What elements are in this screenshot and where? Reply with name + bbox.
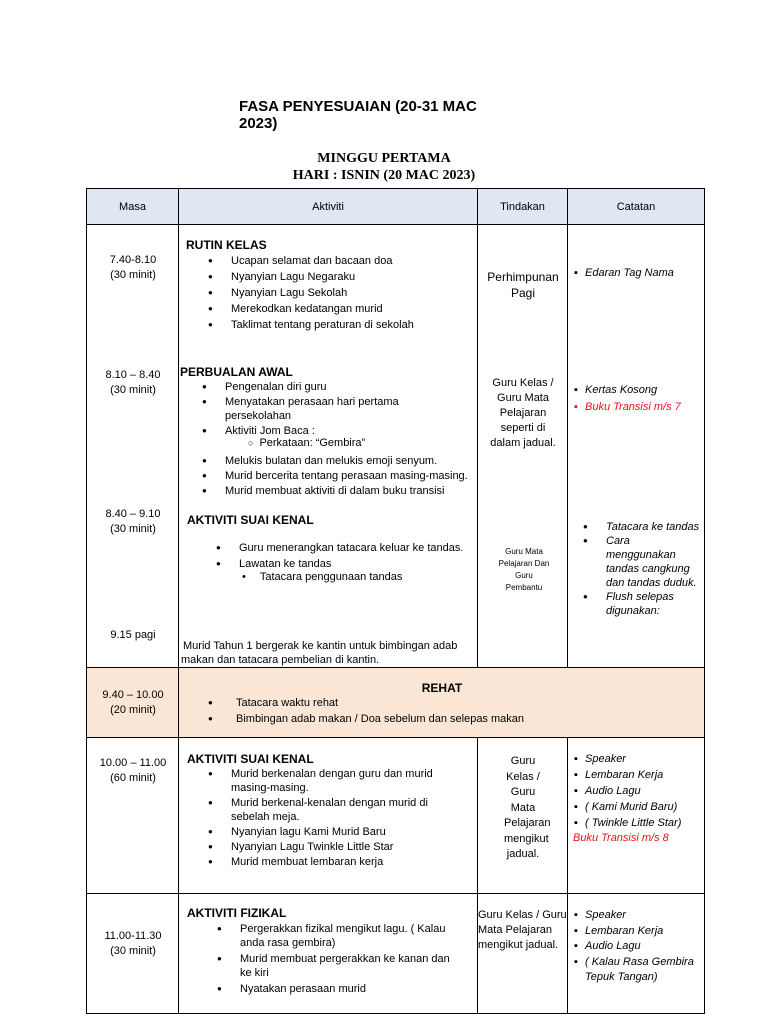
row3-time-range: 10.00 – 11.00 [99, 757, 167, 769]
rehat-time [87, 688, 179, 718]
row3-tindakan-cell [478, 738, 568, 894]
rehat-list [179, 696, 699, 728]
section-aktiviti-suai-kenal-2: AKTIVITI SUAI KENAL [187, 752, 314, 766]
header-tindakan: Tindakan [478, 189, 568, 225]
list-item: ● Murid membuat pergerakkan ke kanan dan ke kiri [188, 952, 450, 980]
time-2-range: 8.10 – 8.40 [105, 369, 161, 381]
time-1-duration: (30 minit) [110, 269, 156, 281]
week-heading: MINGGU PERTAMA [317, 151, 451, 166]
row3-time-duration: (60 minit) [110, 772, 156, 784]
perbualan-awal-list-b [173, 454, 473, 499]
list-item: ● Merekodkan kedatangan murid [179, 302, 474, 316]
time-3-range: 8.40 – 9.10 [105, 508, 161, 520]
row3-aktiviti-cell [179, 738, 478, 894]
row4-catatan-list [574, 908, 702, 985]
section-perbualan-awal: PERBUALAN AWAL [180, 365, 293, 379]
list-item: ▪ Kertas Kosong [574, 383, 702, 398]
row3-catatan-list [574, 752, 702, 831]
rutin-kelas-list [179, 254, 474, 334]
list-item: ● Pengenalan diri guru [173, 380, 413, 394]
list-item: ● Bimbingan adab makan / Doa sebelum dan selepas makan [179, 712, 699, 726]
rehat-title: REHAT [421, 681, 463, 695]
list-item: ● Murid bercerita tentang perasaan masing-masing. [173, 469, 473, 483]
header-catatan: Catatan [568, 189, 705, 225]
list-item: ▪ Speaker [574, 752, 702, 767]
catatan-list-2 [574, 383, 702, 415]
list-item: ● Flush selepas digunakan: [554, 590, 702, 618]
list-item: ● Tatacara ke tandas [554, 520, 702, 534]
time-slot-1 [87, 253, 179, 283]
section-aktiviti-suai-kenal: AKTIVITI SUAI KENAL [187, 513, 314, 527]
suai-kenal-list [187, 541, 472, 573]
row4-catatan-cell [568, 894, 705, 1014]
list-item: ● Nyanyian Lagu Sekolah [179, 286, 474, 300]
fizikal-row [87, 894, 705, 1014]
header-row [87, 189, 705, 225]
title-line-1: FASA PENYESUAIAN (20-31 MAC [239, 98, 477, 115]
perbualan-awal-list [173, 380, 413, 439]
section-aktiviti-fizikal: AKTIVITI FIZIKAL [187, 906, 287, 920]
rehat-content-cell [179, 668, 705, 738]
list-item: ▪ Audio Lagu [574, 939, 702, 954]
time-slot-4: 9.15 pagi [110, 629, 156, 641]
list-item: ● Aktiviti Jom Baca : [173, 424, 413, 438]
dot-bullet-icon: • [242, 571, 246, 583]
list-item: ● Menyatakan perasaan hari pertama persekolahan [173, 395, 413, 423]
row4-aktiviti-cell [179, 894, 478, 1014]
list-item: ● Melukis bulatan dan melukis emoji senyum. [173, 454, 473, 468]
sub-item-text: Tatacara penggunaan tandas [259, 571, 403, 583]
row3-catatan-cell [568, 738, 705, 894]
row4-time-duration: (30 minit) [110, 945, 156, 957]
row3-list [179, 767, 469, 870]
row4-tindakan-cell [478, 894, 568, 1014]
list-item: ▪ ( Twinkle Little Star) [574, 816, 702, 831]
catatan-list-3 [554, 520, 702, 618]
morning-aktiviti-cell [179, 225, 478, 668]
list-item: ● Murid membuat lembaran kerja [179, 855, 469, 869]
list-item: ● Taklimat tentang peraturan di sekolah [179, 318, 474, 332]
list-item: ● Nyanyian Lagu Negaraku [179, 270, 474, 284]
title-line-2: 2023) [239, 115, 278, 132]
row3-catatan-red: Buku Transisi m/s 8 [573, 832, 669, 844]
list-item: ● Guru menerangkan tatacara keluar ke tandas. [187, 541, 472, 555]
rehat-time-range: 9.40 – 10.00 [102, 689, 164, 701]
rehat-row [87, 668, 705, 738]
list-item: ▪ Lembaran Kerja [574, 768, 702, 783]
row3-tindakan: Guru Kelas / Guru Mata Pelajaran mengikut jadual. [504, 755, 551, 860]
sub-item-tatacara [242, 571, 402, 583]
list-item: ● Murid berkenal-kenalan dengan murid di sebelah meja. [179, 796, 469, 824]
suai-kenal-row [87, 738, 705, 894]
time-1-range: 7.40-8.10 [109, 254, 157, 266]
day-heading: HARI : ISNIN (20 MAC 2023) [292, 168, 476, 183]
time-3-duration: (30 minit) [110, 523, 156, 535]
header-masa: Masa [87, 189, 179, 225]
sub-item-text: Perkataan: “Gembira” [259, 437, 366, 449]
list-item: ▪ ( Kami Murid Baru) [574, 800, 702, 815]
catatan-list-1 [574, 266, 702, 281]
list-item-red: ▪ Buku Transisi m/s 7 [574, 400, 702, 415]
kantin-line-2: makan dan tatacara pembelian di kantin. [181, 654, 380, 666]
morning-row [87, 225, 705, 668]
list-item: ● Nyanyian lagu Kami Murid Baru [179, 825, 469, 839]
list-item: ▪ Audio Lagu [574, 784, 702, 799]
tindakan-guru-pembantu: Guru Mata Pelajaran Dan Guru Pembantu [498, 547, 550, 592]
header-aktiviti: Aktiviti [179, 189, 478, 225]
list-item: ▪ Edaran Tag Nama [574, 266, 702, 281]
morning-catatan-cell [568, 225, 705, 668]
schedule-table [86, 188, 705, 1014]
list-item: ● Murid membuat aktiviti di dalam buku transisi [173, 484, 473, 498]
tindakan-perhimpunan: Perhimpunan Pagi [487, 270, 559, 300]
section-rutin-kelas: RUTIN KELAS [186, 238, 267, 252]
kantin-line-1: Murid Tahun 1 bergerak ke kantin untuk bimbingan adab [183, 640, 458, 652]
time-slot-2 [87, 368, 179, 398]
list-item: ● Lawatan ke tandas [187, 557, 472, 571]
tindakan-guru-kelas: Guru Kelas / Guru Mata Pelajaran seperti di dalam jadual. [490, 377, 556, 449]
list-item: ● Tatacara waktu rehat [179, 696, 699, 710]
time-slot-3 [87, 507, 179, 537]
row4-time-range: 11.00-11.30 [104, 930, 162, 942]
list-item: ● Pergerakkan fizikal mengikut lagu. ( Kalau anda rasa gembira) [188, 922, 450, 950]
circle-bullet-icon: ○ [248, 438, 254, 448]
row3-time [87, 756, 179, 786]
sub-item-perkataan [248, 437, 365, 449]
morning-masa-cell [87, 225, 179, 668]
row3-masa-cell [87, 738, 179, 894]
list-item: ● Ucapan selamat dan bacaan doa [179, 254, 474, 268]
time-2-duration: (30 minit) [110, 384, 156, 396]
row4-tindakan: Guru Kelas / Guru Mata Pelajaran mengikut jadual. [478, 909, 567, 951]
rehat-time-duration: (20 minit) [110, 704, 156, 716]
kantin-note [181, 639, 477, 667]
list-item: ▪ ( Kalau Rasa Gembira Tepuk Tangan) [574, 955, 702, 985]
list-item: ● Nyatakan perasaan murid [188, 982, 450, 996]
row4-list [188, 922, 450, 998]
list-item: ● Cara menggunakan tandas cangkung dan tandas duduk. [554, 534, 702, 590]
rehat-masa-cell [87, 668, 179, 738]
list-item: ● Nyanyian Lagu Twinkle Little Star [179, 840, 469, 854]
list-item: ▪ Lembaran Kerja [574, 924, 702, 939]
document-title [239, 98, 519, 132]
list-item: ▪ Speaker [574, 908, 702, 923]
list-item: ● Murid berkenalan dengan guru dan murid masing-masing. [179, 767, 469, 795]
row4-masa-cell [87, 894, 179, 1014]
row4-time [87, 929, 179, 959]
